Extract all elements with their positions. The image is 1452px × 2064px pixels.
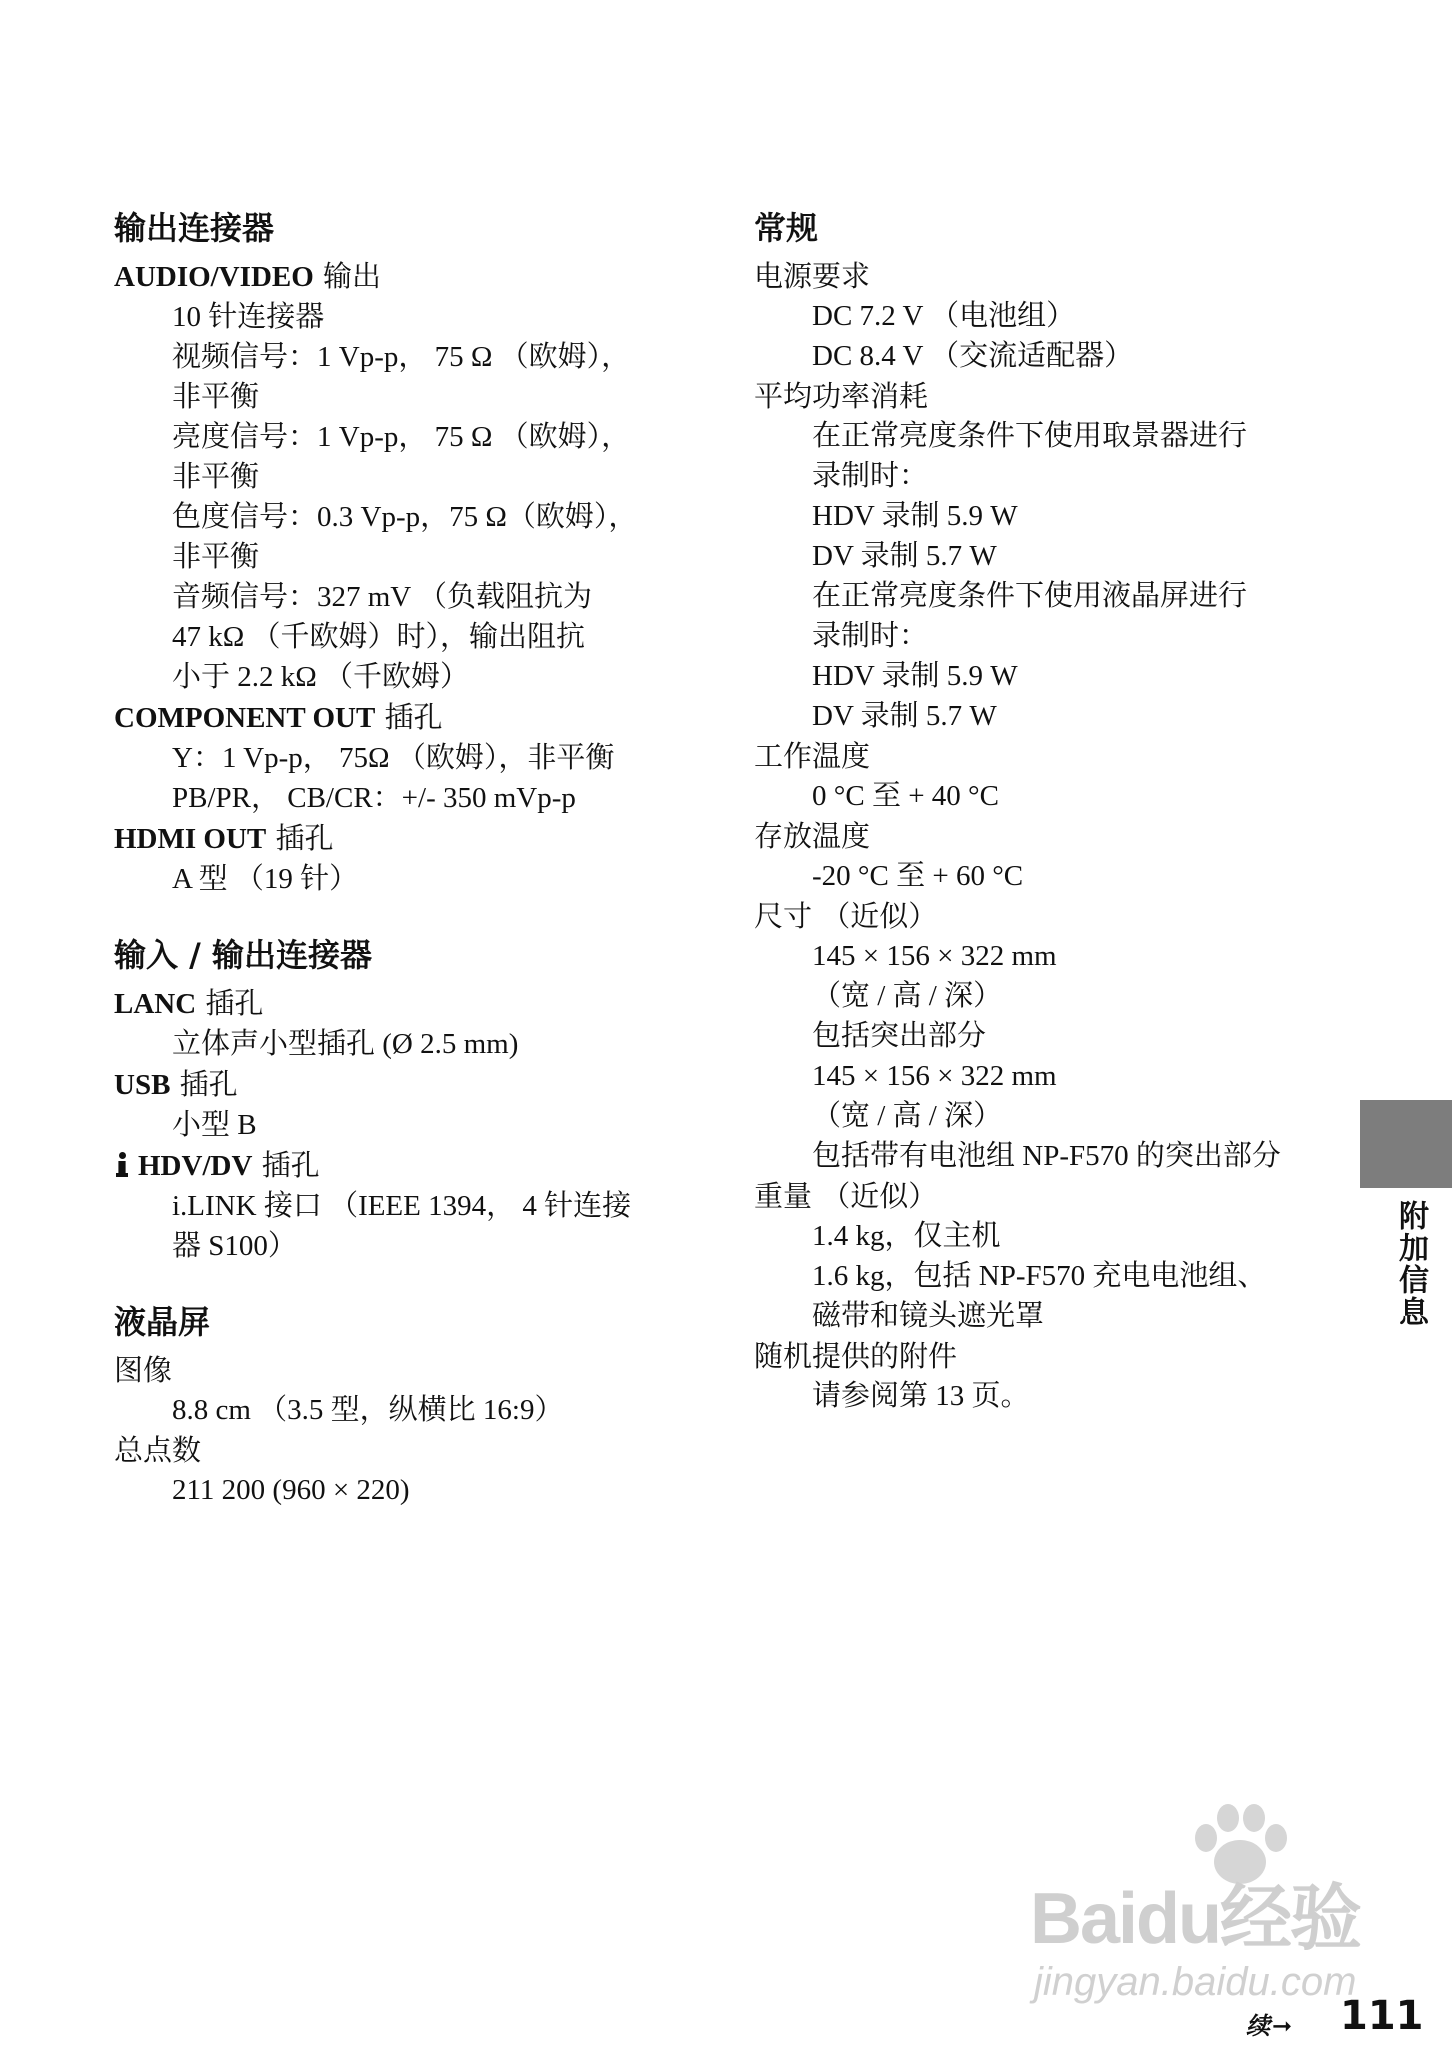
right-arrow-icon: ➞	[1272, 2012, 1293, 2040]
spec-line: HDV 录制 5.9 W	[812, 500, 1018, 532]
item-head-hdv-dv-cjk: 插孔	[252, 1148, 320, 1182]
item-head-lanc-latin: LANC	[114, 988, 197, 1020]
spec-line: -20 °C 至 + 60 °C	[812, 860, 1024, 892]
spec-line: 145 × 156 × 322 mm	[812, 940, 1057, 972]
item-head-consumption: 平均功率消耗	[754, 379, 929, 413]
spec-line: （宽 / 高 / 深）	[812, 980, 1003, 1012]
section-title-lcd-screen: 液晶屏	[114, 1303, 211, 1341]
item-head-audio-video-latin: AUDIO/VIDEO	[114, 261, 314, 293]
item-head-total-dots: 总点数	[114, 1433, 202, 1467]
spec-line: 包括带有电池组 NP-F570 的突出部分	[812, 1140, 1281, 1172]
item-head-audio-video	[114, 256, 714, 297]
page-number: 111	[1340, 1993, 1424, 2039]
spec-line: DC 7.2 V （电池组）	[812, 300, 1076, 332]
item-head-usb-cjk: 插孔	[170, 1067, 238, 1101]
item-head-weight: 重量 （近似）	[754, 1179, 938, 1213]
spec-line: 在正常亮度条件下使用液晶屏进行	[812, 580, 1248, 612]
item-head-operating-temp: 工作温度	[754, 739, 871, 773]
side-tab-label: 附加信息	[1393, 1200, 1428, 1328]
spec-line: 器 S100）	[172, 1230, 297, 1262]
side-tab	[1360, 1100, 1452, 1188]
spec-line: i.LINK 接口 （IEEE 1394， 4 针连接	[172, 1190, 632, 1222]
spec-line: 非平衡	[172, 461, 260, 493]
item-head-hdv-dv	[114, 1145, 714, 1186]
spec-line: 请参阅第 13 页。	[812, 1380, 1030, 1412]
spec-line: 0 °C 至 + 40 °C	[812, 780, 999, 812]
spec-line: HDV 录制 5.9 W	[812, 660, 1018, 692]
spec-line: 录制时：	[812, 620, 929, 652]
item-head-component-out-latin: COMPONENT OUT	[114, 702, 376, 734]
spec-line: DV 录制 5.7 W	[812, 700, 997, 732]
spec-line: 磁带和镜头遮光罩	[812, 1300, 1045, 1332]
spec-line: 非平衡	[172, 541, 260, 573]
spec-line: 在正常亮度条件下使用取景器进行	[812, 420, 1248, 452]
spec-line: 211 200 (960 × 220)	[172, 1474, 410, 1506]
section-title-output-connectors: 输出连接器	[114, 209, 275, 247]
spec-line: 1.6 kg，包括 NP-F570 充电电池组、	[812, 1260, 1267, 1292]
spec-line: 小型 B	[172, 1109, 257, 1141]
watermark-logo: Baidu经验	[1030, 1879, 1361, 1959]
item-head-hdmi-out-latin: HDMI OUT	[114, 823, 267, 855]
item-head-component-out-cjk: 插孔	[375, 700, 443, 734]
spec-line: 1.4 kg，仅主机	[812, 1220, 1001, 1252]
section-title-general: 常规	[754, 209, 819, 247]
item-head-component-out	[114, 697, 714, 738]
ilink-icon	[114, 1152, 130, 1178]
spec-line: 47 kΩ （千欧姆）时），输出阻抗	[172, 621, 586, 653]
item-head-image: 图像	[114, 1353, 173, 1387]
spec-line: PB/PR， CB/CR：+/- 350 mVp-p	[172, 782, 576, 814]
item-head-usb	[114, 1064, 714, 1105]
spec-line: 145 × 156 × 322 mm	[812, 1060, 1057, 1092]
spec-line: 色度信号：0.3 Vp-p，75 Ω（欧姆），	[172, 501, 638, 533]
continued-indicator	[1246, 2006, 1292, 2041]
spec-line: 8.8 cm （3.5 型，纵横比 16:9）	[172, 1394, 564, 1426]
item-head-hdv-dv-latin: HDV/DV	[138, 1150, 253, 1182]
item-head-audio-video-cjk: 输出	[313, 259, 382, 293]
item-head-storage-temp: 存放温度	[754, 819, 871, 853]
item-head-lanc	[114, 983, 714, 1024]
right-column	[754, 200, 1354, 1416]
continued-label: 续	[1246, 2012, 1270, 2040]
spec-line: 10 针连接器	[172, 301, 325, 333]
section-title-io-connectors: 输入 / 输出连接器	[114, 936, 372, 974]
item-head-lanc-cjk: 插孔	[196, 986, 264, 1020]
item-head-hdmi-out-cjk: 插孔	[266, 821, 334, 855]
spec-line: （宽 / 高 / 深）	[812, 1100, 1003, 1132]
spec-line: 小于 2.2 kΩ （千欧姆）	[172, 661, 470, 693]
item-head-usb-latin: USB	[114, 1069, 171, 1101]
spec-line: 包括突出部分	[812, 1020, 987, 1052]
item-head-accessories: 随机提供的附件	[754, 1339, 958, 1373]
watermark	[1030, 1800, 1370, 2030]
spec-line: 立体声小型插孔 (Ø 2.5 mm)	[172, 1028, 519, 1060]
item-head-size: 尺寸 （近似）	[754, 899, 938, 933]
spec-line: 视频信号：1 Vp-p， 75 Ω （欧姆），	[172, 341, 631, 373]
spec-line: 录制时：	[812, 460, 929, 492]
item-head-hdmi-out	[114, 818, 714, 859]
spec-line: 音频信号：327 mV （负载阻抗为	[172, 581, 592, 613]
watermark-url: jingyan.baidu.com	[1034, 1960, 1357, 2004]
spec-line: 非平衡	[172, 381, 260, 413]
spec-line: DV 录制 5.7 W	[812, 540, 997, 572]
left-column	[114, 200, 714, 1510]
item-head-power: 电源要求	[754, 259, 871, 293]
spec-line: 亮度信号：1 Vp-p， 75 Ω （欧姆），	[172, 421, 631, 453]
spec-line: Y：1 Vp-p， 75Ω （欧姆），非平衡	[172, 742, 615, 774]
spec-line: A 型 （19 针）	[172, 863, 359, 895]
spec-line: DC 8.4 V （交流适配器）	[812, 340, 1134, 372]
